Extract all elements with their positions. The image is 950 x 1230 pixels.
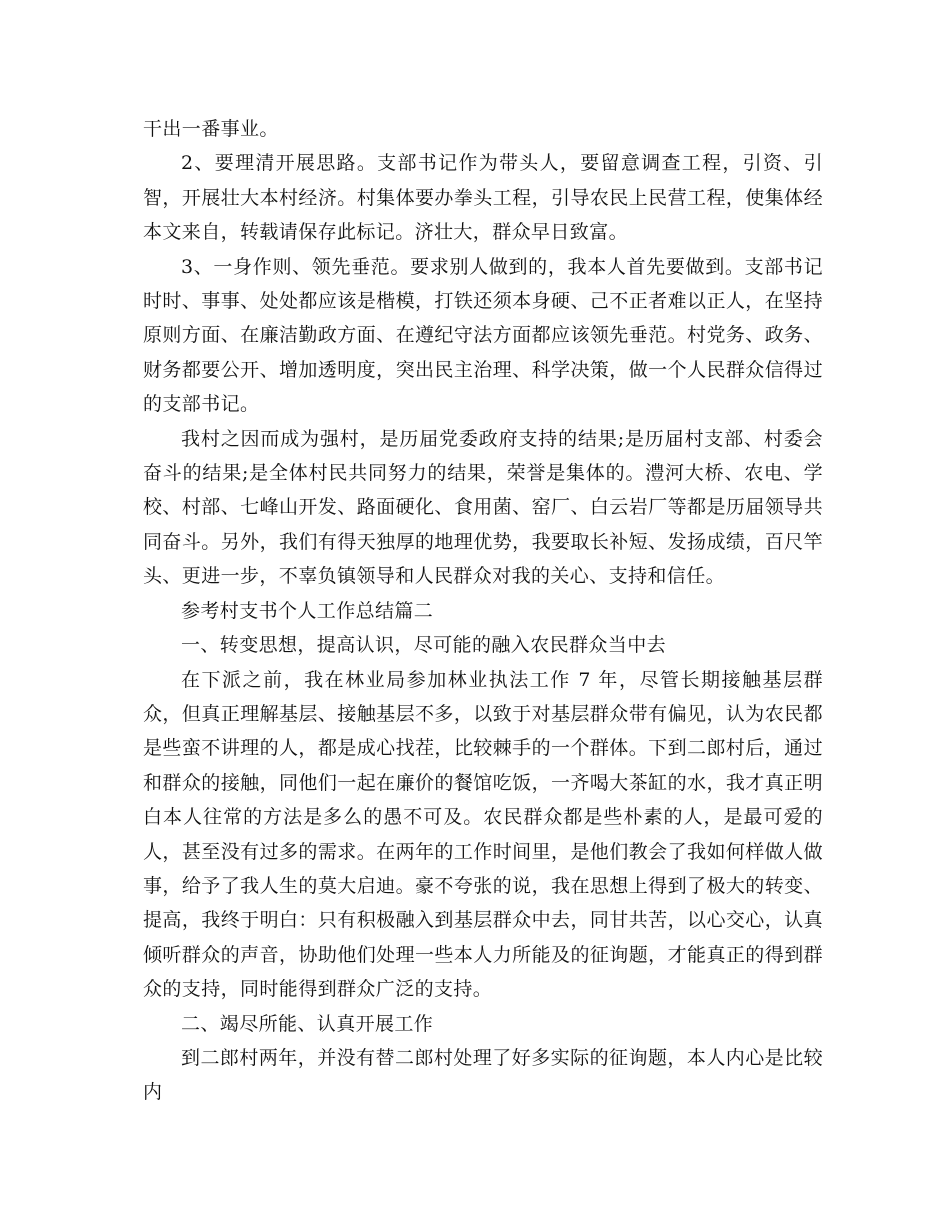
paragraph-5: 在下派之前，我在林业局参加林业执法工作 7 年，尽管长期接触基层群众，但真正理解基层、接触基层不多，以致于对基层群众带有偏见，认为农民都是些蛮不讲理的人，都是成心找茬，比较棘手的一个群体。下到二郎村后，通过和群众的接触，同他们一起在廉价的餐馆吃饭，一齐喝大茶缸的水，我才真正明白本人往常的方法是多么的愚不可及。农民群众都是些朴素的人，是最可爱的人，甚至没有过多的需求。在两年的工作时间里，是他们教会了我如何样做人做事，给予了我人生的莫大启迪。豪不夸张的说，我在思想上得到了极大的转变、提高，我终于明白：只有积极融入到基层群众中去，同甘共苦，以心交心，认真倾听群众的声音，协助他们处理一些本人力所能及的征询题，才能真正的得到群众的支持，同时能得到群众广泛的支持。 [143,668,823,1001]
paragraph-3: 3、一身作则、领先垂范。要求别人做到的，我本人首先要做到。支部书记时时、事事、处处都应该是楷模，打铁还须本身硬、己不正者难以正人，在坚持原则方面、在廉洁勤政方面、在遵纪守法方面都应该领先垂范。村党务、政务、财务都要公开、增加透明度，突出民主治理、科学决策，做一个人民群众信得过的支部书记。 [143,255,823,416]
subheading-1: 一、转变思想，提高认识，尽可能的融入农民群众当中去 [181,634,667,657]
paragraph-6: 到二郎村两年，并没有替二郎村处理了好多实际的征询题，本人内心是比较内 [143,1046,823,1104]
subheading-2: 二、竭尽所能、认真开展工作 [181,1012,434,1035]
section-title: 参考村支书个人工作总结篇二 [181,599,434,622]
paragraph-1: 干出一番事业。 [143,118,279,140]
document-body [143,112,823,1110]
paragraph-2: 2、要理清开展思路。支部书记作为带头人，要留意调查工程，引资、引智，开展壮大本村经济。村集体要办拳头工程，引导农民上民营工程，使集体经本文来自，转载请保存此标记。济壮大，群众早日致富。 [143,152,823,244]
paragraph-4: 我村之因而成为强村，是历届党委政府支持的结果;是历届村支部、村委会奋斗的结果;是全体村民共同努力的结果，荣誉是集体的。澧河大桥、农电、学校、村部、七峰山开发、路面硬化、食用菌、窑厂、白云岩厂等都是历届领导共同奋斗。另外，我们有得天独厚的地理优势，我要取长补短、发扬成绩，百尺竿头、更进一步，不辜负镇领导和人民群众对我的关心、支持和信任。 [143,427,823,588]
